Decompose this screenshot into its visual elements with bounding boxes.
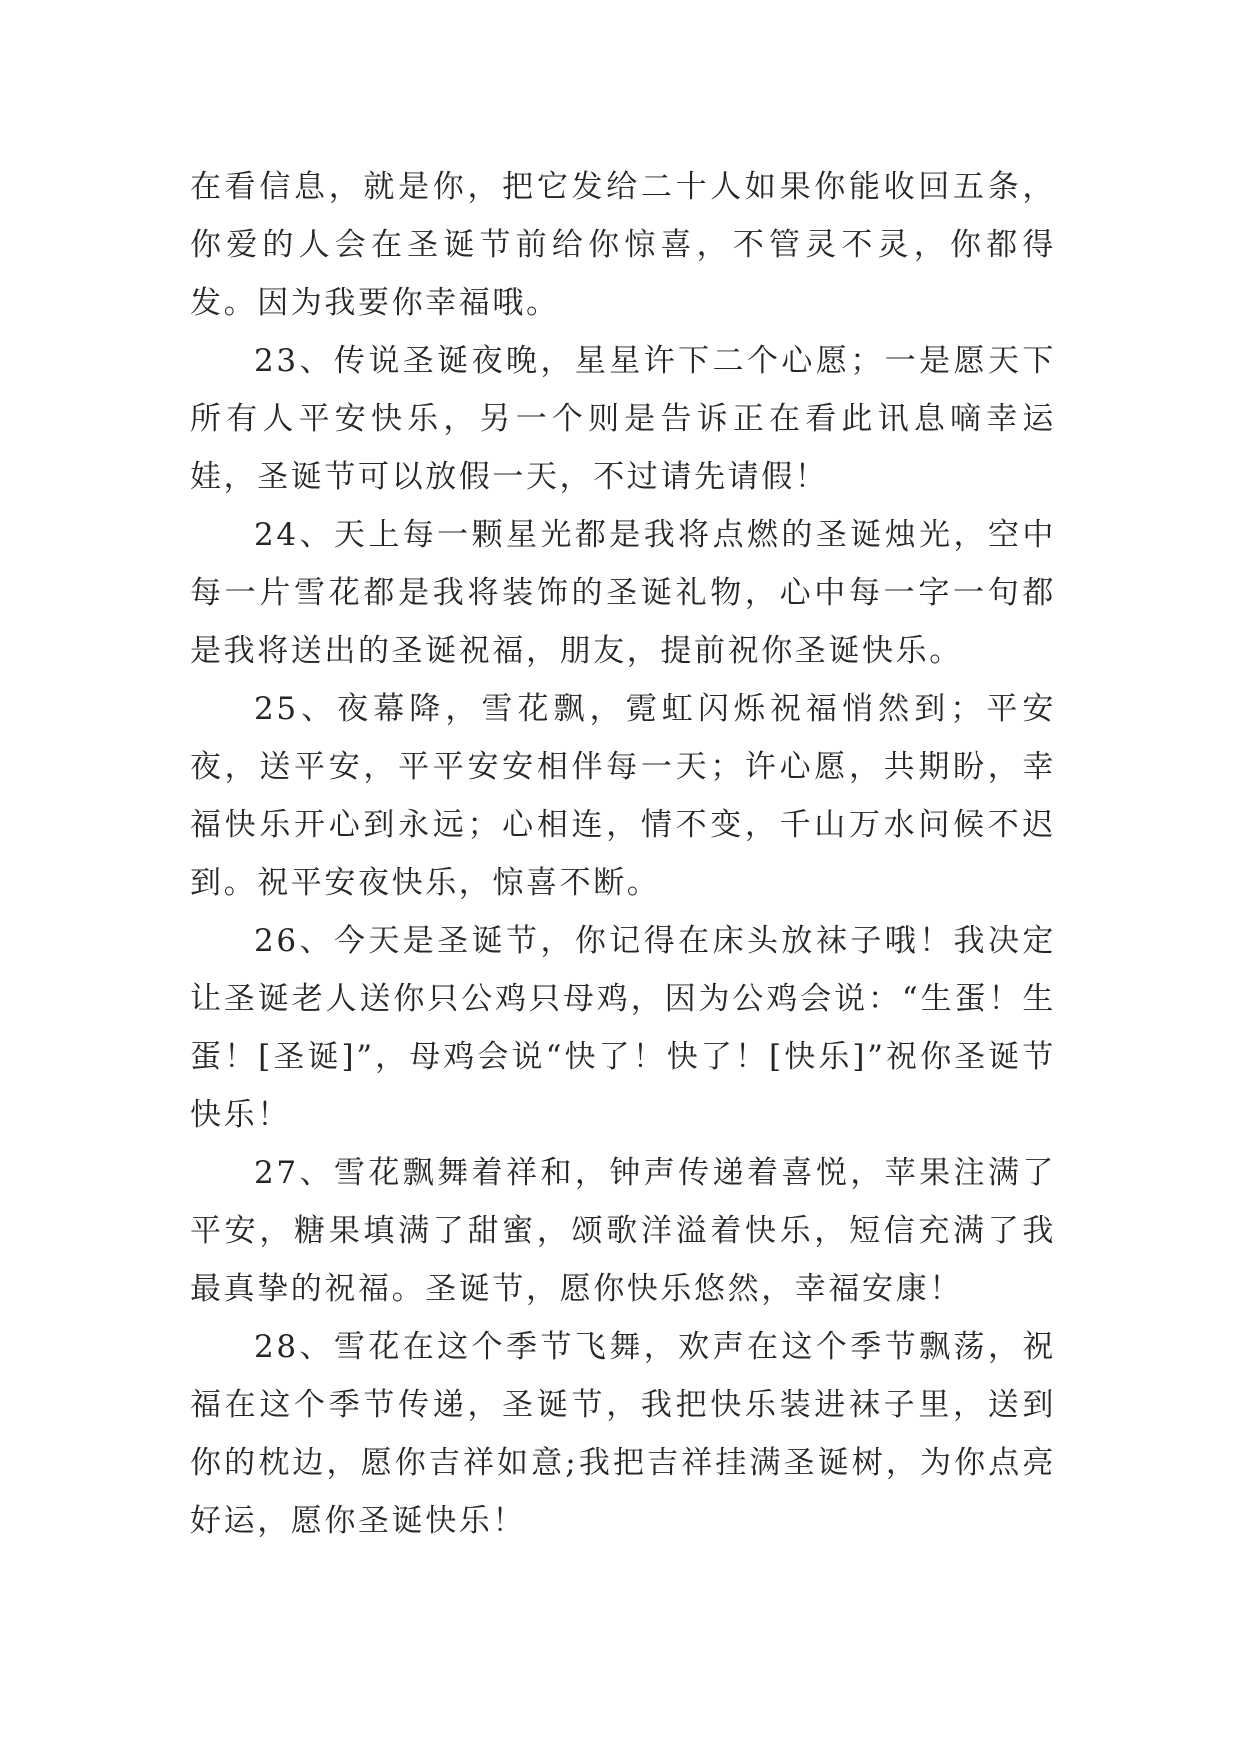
paragraph-continuation: 在看信息，就是你，把它发给二十人如果你能收回五条，你爱的人会在圣诞节前给你惊喜，不管灵不灵，你都得发。因为我要你幸福哦。 — [190, 169, 1056, 321]
paragraph-26: 26、今天是圣诞节，你记得在床头放袜子哦！我决定让圣诞老人送你只公鸡只母鸡，因为公鸡会说：“生蛋！生蛋！[圣诞]”，母鸡会说“快了！快了！[快乐]”祝你圣诞节快乐！ — [190, 923, 1056, 1133]
paragraph-25: 25、夜幕降，雪花飘，霓虹闪烁祝福悄然到；平安夜，送平安，平平安安相伴每一天；许心愿，共期盼，幸福快乐开心到永远；心相连，情不变，千山万水问候不迟到。祝平安夜快乐，惊喜不断。 — [190, 691, 1056, 901]
paragraph-24: 24、天上每一颗星光都是我将点燃的圣诞烛光，空中每一片雪花都是我将装饰的圣诞礼物，心中每一字一句都是我将送出的圣诞祝福，朋友，提前祝你圣诞快乐。 — [190, 517, 1056, 669]
paragraph-28: 28、雪花在这个季节飞舞，欢声在这个季节飘荡，祝福在这个季节传递，圣诞节，我把快乐装进袜子里，送到你的枕边，愿你吉祥如意;我把吉祥挂满圣诞树，为你点亮好运，愿你圣诞快乐！ — [190, 1329, 1056, 1539]
paragraph-27: 27、雪花飘舞着祥和，钟声传递着喜悦，苹果注满了平安，糖果填满了甜蜜，颂歌洋溢着快乐，短信充满了我最真挚的祝福。圣诞节，愿你快乐悠然，幸福安康！ — [190, 1155, 1056, 1307]
paragraph-23: 23、传说圣诞夜晚，星星许下二个心愿；一是愿天下所有人平安快乐，另一个则是告诉正在看此讯息嘀幸运娃，圣诞节可以放假一天，不过请先请假！ — [190, 343, 1056, 495]
document-body — [190, 158, 1056, 1550]
